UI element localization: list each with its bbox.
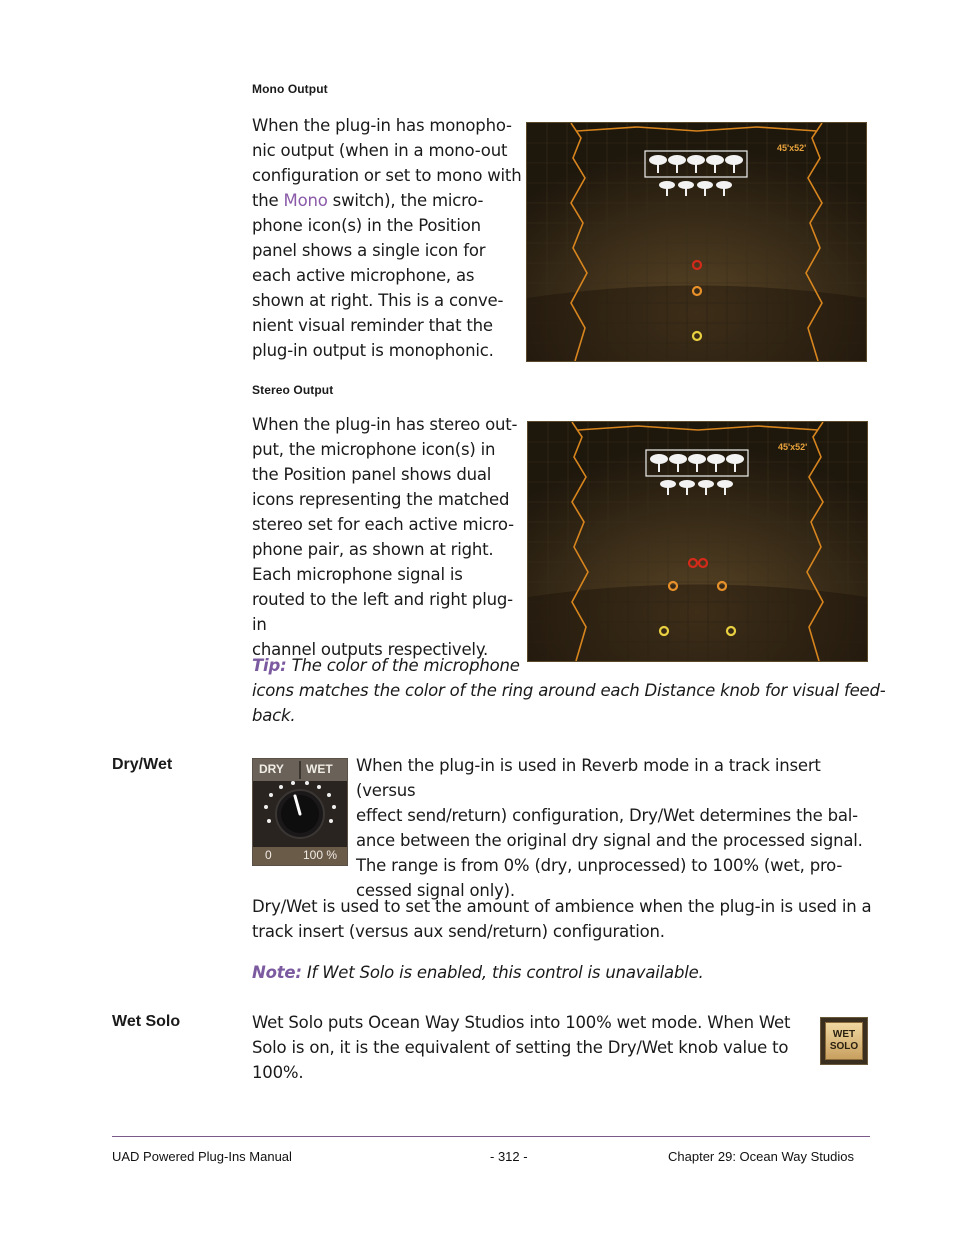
knob-wet-label: WET: [306, 762, 333, 776]
wet-solo-line1: WET: [832, 1029, 856, 1040]
tip-text: The color of the microphone: [286, 656, 520, 675]
text-line: Wet Solo puts Ocean Way Studios into 100% wet mode. When Wet: [252, 1013, 791, 1032]
text-line: Each microphone signal is: [252, 565, 463, 584]
text-line: track insert (versus aux send/return) configuration.: [252, 922, 665, 941]
wet-solo-line2: SOLO: [829, 1041, 859, 1052]
text-line: When the plug-in has monopho-: [252, 116, 512, 135]
stereo-output-heading: Stereo Output: [252, 383, 334, 397]
text-fragment: the: [252, 191, 284, 210]
stereo-output-text: [252, 412, 522, 662]
stereo-position-panel-image: [527, 421, 868, 662]
footer-chapter-title: Chapter 29: Ocean Way Studios: [668, 1149, 854, 1164]
text-fragment: switch), the micro-: [327, 191, 484, 210]
text-line: each active microphone, as: [252, 266, 475, 285]
note-text: If Wet Solo is enabled, this control is unavailable.: [301, 963, 704, 982]
footer-manual-title: UAD Powered Plug-Ins Manual: [112, 1149, 292, 1164]
text-line: channel outputs respectively.: [252, 640, 489, 659]
text-line: cessed signal only).: [356, 881, 515, 900]
text-line: plug-in output is monophonic.: [252, 341, 494, 360]
room-dimension-label: 45'x52': [777, 143, 807, 153]
wet-solo-button-image: [820, 1017, 868, 1065]
dry-wet-heading: Dry/Wet: [112, 756, 173, 773]
wet-solo-heading: Wet Solo: [112, 1013, 181, 1030]
mono-output-heading: Mono Output: [252, 82, 328, 96]
text-line: nic output (when in a mono-out: [252, 141, 508, 160]
text-line: ance between the original dry signal and the processed signal.: [356, 831, 863, 850]
text-line: [252, 188, 522, 213]
knob-min-label: 0: [265, 848, 272, 862]
text-line: shown at right. This is a conve-: [252, 291, 504, 310]
text-line: Solo is on, it is the equivalent of setting the Dry/Wet knob value to: [252, 1038, 789, 1057]
text-line: Dry/Wet is used to set the amount of ambience when the plug-in is used in a: [252, 897, 872, 916]
mono-link[interactable]: Mono: [283, 191, 328, 210]
tip-line: [252, 653, 892, 678]
footer-rule: [112, 1136, 870, 1137]
knob-max-label: 100 %: [303, 848, 338, 862]
text-line: When the plug-in has stereo out-: [252, 415, 518, 434]
tip-block: [252, 653, 892, 728]
text-line: put, the microphone icon(s) in: [252, 440, 496, 459]
text-line: routed to the left and right plug-in: [252, 590, 513, 634]
text-line: nient visual reminder that the: [252, 316, 493, 335]
text-line: phone icon(s) in the Position: [252, 216, 481, 235]
wet-solo-text: [252, 1010, 812, 1085]
note-label: Note:: [252, 963, 302, 982]
text-line: phone pair, as shown at right.: [252, 540, 494, 559]
room-dimension-label: 45'x52': [778, 442, 808, 452]
tip-label: Tip:: [252, 656, 287, 675]
tip-line: icons matches the color of the ring around each Distance knob for visual feed-: [252, 681, 886, 700]
text-line: panel shows a single icon for: [252, 241, 486, 260]
mono-output-text: [252, 113, 522, 363]
text-line: When the plug-in is used in Reverb mode in a track insert (versus: [356, 756, 821, 800]
wet-solo-button-face: [825, 1022, 863, 1060]
room-diagram: [527, 123, 866, 361]
text-line: The range is from 0% (dry, unprocessed) to 100% (wet, pro-: [356, 856, 843, 875]
text-line: stereo set for each active micro-: [252, 515, 514, 534]
text-line: configuration or set to mono with: [252, 166, 522, 185]
dry-wet-note: [252, 960, 892, 985]
dry-wet-text: [356, 753, 881, 903]
tip-line: back.: [252, 706, 296, 725]
dry-wet-knob-image: [252, 758, 348, 866]
text-line: icons representing the matched: [252, 490, 510, 509]
text-line: effect send/return) configuration, Dry/Wet determines the bal-: [356, 806, 858, 825]
footer-page-number: - 312 -: [490, 1149, 528, 1164]
dry-wet-paragraph-2: [252, 894, 892, 944]
text-line: 100%.: [252, 1063, 304, 1082]
mono-position-panel-image: [526, 122, 867, 362]
knob-dry-label: DRY: [259, 762, 284, 776]
room-diagram: [528, 422, 867, 661]
text-line: the Position panel shows dual: [252, 465, 492, 484]
